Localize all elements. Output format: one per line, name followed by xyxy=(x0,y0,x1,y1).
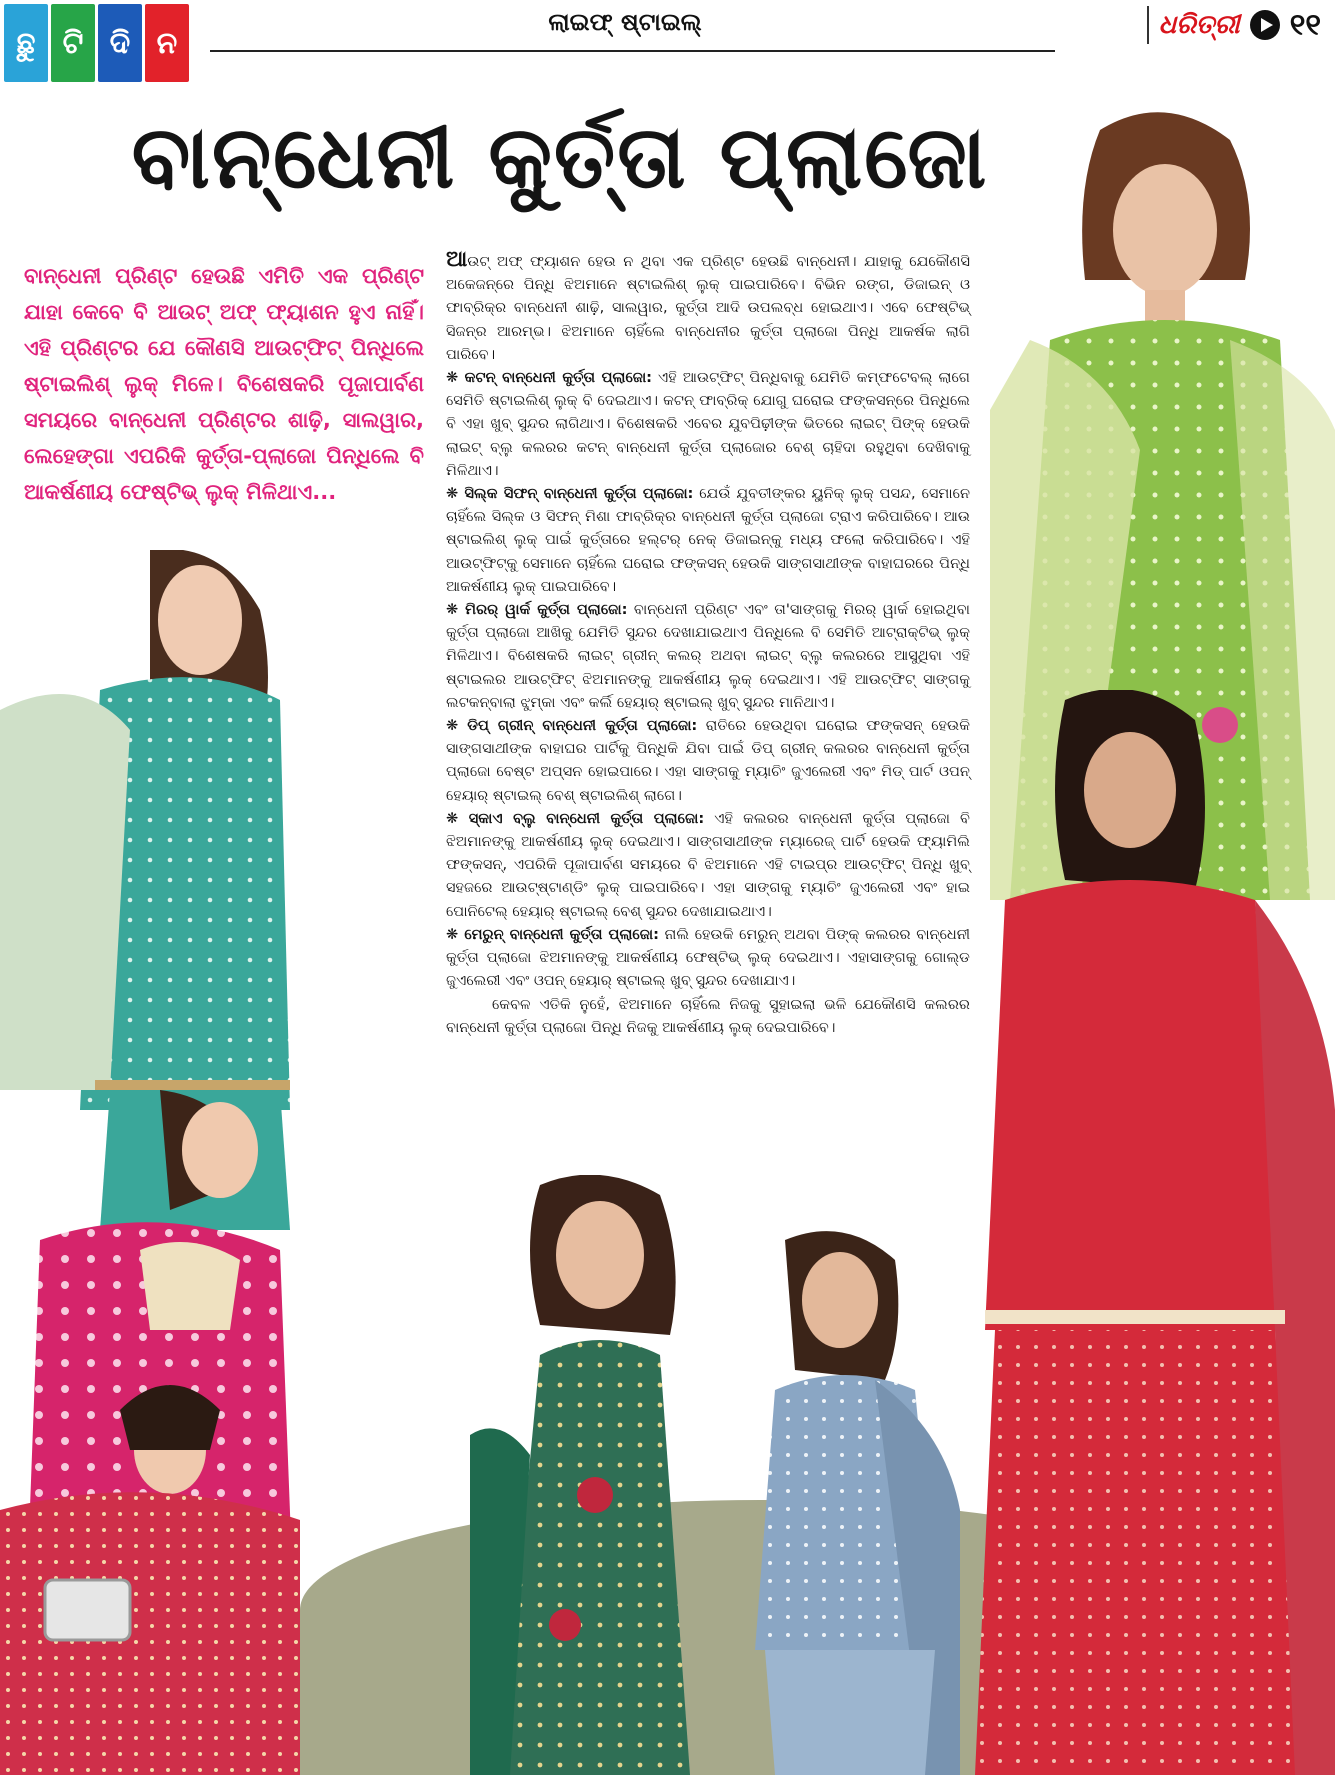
section-heading: ❋ ମେରୁନ୍ ବାନ୍ଧେନୀ କୁର୍ତ୍ତା ପ୍ଲାଜୋ: xyxy=(446,925,659,943)
section-heading: ❋ ଡିପ୍ ଗ୍ରୀନ୍ ବାନ୍ଧେନୀ କୁର୍ତ୍ତା ପ୍ଲାଜୋ: xyxy=(446,717,698,735)
article-section xyxy=(446,482,970,598)
section-body: ଯେଉଁ ଯୁବତୀଙ୍କର ୟୁନିକ୍ ଲୁକ୍ ପସନ୍ଦ, ସେମାନେ ଚାହିଁଲେ ସିଲ୍କ ଓ ସିଫନ୍ ମିଶା ଫାବ୍ରିକ୍‌ର ବାନ୍ଧେନୀ କୁର୍ତ୍ତା ପ୍ଲାଜୋ ଟ୍ରାଏ କରିପାରିବେ। ଆଉ ଷ୍ଟାଇଲିଶ୍ ଲୁକ୍ ପାଇଁ କୁର୍ତ୍ତାରେ ହଲ୍‌ଟର୍ ନେକ୍ ଡିଜାଇନ୍‌କୁ ମଧ୍ୟ ଫଲୋ କରିପାରିବେ। ଏହି ଆଉଟ୍‌ଫିଟ୍‌କୁ ସେମାନେ ଚାହିଁଲେ ଘରୋଇ ଫଙ୍କସନ୍ ହେଉକି ସାଙ୍ଗସାଥୀଙ୍କ ବାହାଘରରେ ପିନ୍ଧି ଆକର୍ଷଣୀୟ ଲୁକ୍ ପାଇପାରିବେ। xyxy=(446,485,971,595)
model-photo-skyblue xyxy=(725,1230,960,1775)
section-body: ନାଲି ହେଉକି ମେରୁନ୍ ଅଥବା ପିଙ୍କ୍ କଲରର ବାନ୍ଧେନୀ କୁର୍ତ୍ତା ପ୍ଲାଜୋ ଝିଅମାନଙ୍କୁ ଆକର୍ଷଣୀୟ ଫେଷ୍ଟିଭ୍ ଲୁକ୍ ଦେଇଥାଏ। ଏହାସାଙ୍ଗକୁ ଗୋଲ୍ଡ ଜୁଏଲେରୀ ଏବଂ ଓପନ୍ ହେୟାର୍ ଷ୍ଟାଇଲ୍ ଖୁବ୍ ସୁନ୍ଦର ଦେଖାଯାଏ। xyxy=(446,925,971,990)
section-heading: ❋ ସ୍କାଏ ବ୍ଲୁ ବାନ୍ଧେନୀ କୁର୍ତ୍ତା ପ୍ଲାଜୋ: xyxy=(446,809,705,827)
section-body: ରାତିରେ ହେଉଥିବା ଘରୋଇ ଫଙ୍କସନ୍ ହେଉକି ସାଙ୍ଗସାଥୀଙ୍କ ବାହାଘର ପାର୍ଟିକୁ ପିନ୍ଧିକି ଯିବା ପାଇଁ ଡିପ୍ ଗ୍ରୀନ୍ କଲରର ବାନ୍ଧେନୀ କୁର୍ତ୍ତା ପ୍ଲାଜୋ ବେଷ୍ଟ ଅପ୍ସନ ହୋଇପାରେ। ଏହା ସାଙ୍ଗକୁ ମ୍ୟାଚିଂ ଜୁଏଲେରୀ ଏବଂ ମିଡ୍ ପାର୍ଟ ଓପନ୍ ହେୟାର୍ ଷ୍ଟାଇଲ୍ ବେଶ୍ ଷ୍ଟାଇଲିଶ୍ ଲାଗେ। xyxy=(446,717,970,804)
model-photo-deepgreen xyxy=(470,1175,720,1775)
brand-letter-3: ଦି xyxy=(98,4,142,82)
masthead-right xyxy=(1147,6,1322,44)
article-body xyxy=(446,248,970,1039)
section-label: ଲାଇଫ୍ ଷ୍ଟାଇଲ୍ xyxy=(548,8,702,36)
article-section xyxy=(446,923,970,993)
section-body: ବାନ୍ଧେନୀ ପ୍ରିଣ୍ଟ ଏବଂ ତା'ସାଙ୍ଗକୁ ମିରର୍ ୱାର୍କ ହୋଇଥିବା କୁର୍ତ୍ତା ପ୍ଲାଜୋ ଆଖିକୁ ଯେମିତି ସୁନ୍ଦର ଦେଖାଯାଇଥାଏ ପିନ୍ଧିଲେ ବି ସେମିତି ଆଟ୍ରାକ୍ଟିଭ୍ ଲୁକ୍ ମିଳିଥାଏ। ବିଶେଷକରି ଲାଇଟ୍ ଗ୍ରୀନ୍ କଲର୍ ଅଥବା ଲାଇଟ୍ ବ୍ଲୁ କଲରରେ ଆସୁଥିବା ଏହି ଷ୍ଟାଇଲର ଆଉଟ୍‌ଫିଟ୍ ଝିଅମାନଙ୍କୁ ଆକର୍ଷଣୀୟ ଲୁକ୍ ଦେଇଥାଏ। ଏହି ଆଉଟ୍‌ଫିଟ୍ ସାଙ୍ଗକୁ ଲଟକନ୍‌ବାଲା ଝୁମ୍‌କା ଏବଂ କର୍ଲି ହେୟାର୍ ଷ୍ଟାଇଲ୍ ଖୁବ୍ ସୁନ୍ଦର ମାନିଥାଏ। xyxy=(446,601,971,711)
section-heading: ❋ ମିରର୍ ୱାର୍କ କୁର୍ତ୍ତା ପ୍ଲାଜୋ: xyxy=(446,601,628,619)
section-body: ଏହି ଆଉଟ୍‌ଫିଟ୍ ପିନ୍ଧିବାକୁ ଯେମିତି କମ୍ଫଟେବଲ୍ ଲାଗେ ସେମିତି ଷ୍ଟାଇଲିଶ୍ ଲୁକ୍ ବି ଦେଇଥାଏ। କଟନ୍ ଫାବ୍ରିକ୍ ଯୋଗୁ ଘରୋଇ ଫଙ୍କସନ୍‌ରେ ପିନ୍ଧିଲେ ବି ଏହା ଖୁବ୍ ସୁନ୍ଦର ଲାଗିଥାଏ। ବିଶେଷକରି ଏବେର ଯୁବପିଢ଼ୀଙ୍କ ଭିତରେ ଲାଇଟ୍ ପିଙ୍କ୍ ହେଉକି ଲାଇଟ୍ ବ୍ଲୁ କଲରର କଟନ୍ ବାନ୍ଧେନୀ କୁର୍ତ୍ତା ପ୍ଲାଜୋର ବେଶ୍ ଚାହିଦା ରହୁଥିବା ଦେଖିବାକୁ ମିଳିଥାଏ। xyxy=(446,369,971,479)
drop-cap: ଆ xyxy=(446,247,468,272)
model-photo-pink xyxy=(0,1090,300,1775)
brand-letter-1: ଛୁ xyxy=(4,4,48,82)
article-section xyxy=(446,366,970,482)
divider xyxy=(1147,6,1149,44)
closing-paragraph: କେବଳ ଏତିକି ନୁହେଁ, ଝିଅମାନେ ଚାହିଁଲେ ନିଜକୁ ସୁହାଇଲା ଭଳି ଯେକୌଣସି କଲରର ବାନ୍ଧେନୀ କୁର୍ତ୍ତା ପ୍ଲାଜୋ ପିନ୍ଧି ନିଜକୁ ଆକର୍ଷଣୀୟ ଲୁକ୍ ଦେଇପାରିବେ। xyxy=(446,995,970,1036)
lead-text: ଉଟ୍ ଅଫ୍ ଫ୍ୟାଶନ ହେଉ ନ ଥିବା ଏକ ପ୍ରିଣ୍ଟ ହେଉଛି ବାନ୍ଧେନୀ। ଯାହାକୁ ଯେକୌଣସି ଅକେଜନ୍‌ରେ ପିନ୍ଧି ଝିଅମାନେ ଷ୍ଟାଇଲିଶ୍ ଲୁକ୍ ପାଇପାରିବେ। ବିଭିନ ରଙ୍ଗ, ଡିଜାଇନ୍ ଓ ଫାବ୍ରିକ୍‌ର ବାନ୍ଧେନୀ ଶାଢ଼ି, ସାଲୱାର, କୁର୍ତ୍ତା ଆଦି ଉପଲବ୍ଧ ହୋଇଥାଏ। ଏବେ ଫେଷ୍ଟିଭ୍ ସିଜନ୍‌ର ଆରମ୍ଭ। ଝିଅମାନେ ଚାହିଁଲେ ବାନ୍ଧେନୀର କୁର୍ତ୍ତା ପ୍ଲାଜୋ ପିନ୍ଧି ଆକର୍ଷକ ଲାଗି ପାରିବେ। xyxy=(446,253,970,363)
section-heading: ❋ ସିଲ୍କ ସିଫନ୍ ବାନ୍ଧେନୀ କୁର୍ତ୍ତା ପ୍ଲାଜୋ: xyxy=(446,485,694,503)
intro-paragraph: ବାନ୍ଧେନୀ ପ୍ରିଣ୍ଟ ହେଉଛି ଏମିତି ଏକ ପ୍ରିଣ୍ଟ ଯାହା କେବେ ବି ଆଉଟ୍ ଅଫ୍ ଫ୍ୟାଶନ ହୁଏ ନାହିଁ। ଏହି ପ୍ରିଣ୍ଟର ଯେ କୌଣସି ଆଉଟ୍‌ଫିଟ୍ ପିନ୍ଧିଲେ ଷ୍ଟାଇଲିଶ୍ ଲୁକ୍ ମିଳେ। ବିଶେଷକରି ପୂଜାପାର୍ବଣ ସମୟରେ ବାନ୍ଧେନୀ ପ୍ରିଣ୍ଟର ଶାଢ଼ି, ସାଲୱାର, ଲେହେଙ୍ଗା ଏପରିକି କୁର୍ତ୍ତା-ପ୍ଲାଜୋ ପିନ୍ଧିଲେ ବି ଆକର୍ଷଣୀୟ ଫେଷ୍ଟିଭ୍ ଲୁକ୍ ମିଳିଥାଏ... xyxy=(24,264,424,504)
article-section xyxy=(446,807,970,923)
lead-paragraph xyxy=(446,248,970,366)
brand-letter-4: ନ xyxy=(145,4,189,82)
model-photo-red xyxy=(955,690,1335,1775)
paper-logo: ଧରିତ୍ରୀ xyxy=(1158,9,1240,40)
section-body: ଏହି କଲରର ବାନ୍ଧେନୀ କୁର୍ତ୍ତା ପ୍ଲାଜୋ ବି ଝିଅମାନଙ୍କୁ ଆକର୍ଷଣୀୟ ଲୁକ୍ ଦେଇଥାଏ। ସାଙ୍ଗସାଥୀଙ୍କ ମ୍ୟାରେଜ୍ ପାର୍ଟି ହେଉକି ଫ୍ୟାମିଲି ଫଙ୍କସନ୍, ଏପରିକି ପୂଜାପାର୍ବଣ ସମୟରେ ବି ଝିଅମାନେ ଏହି ଟାଇପ୍‌ର ଆଉଟ୍‌ଫିଟ୍ ପିନ୍ଧି ଖୁବ୍ ସହଜରେ ଆଉଟ୍‌ଷ୍ଟାଣ୍ଡିଂ ଲୁକ୍ ପାଇପାରିବେ। ଏହା ସାଙ୍ଗକୁ ମ୍ୟାଚିଂ ଜୁଏଲେରୀ ଏବଂ ହାଇ ପୋନିଟେଲ୍ ହେୟାର୍ ଷ୍ଟାଇଲ୍ ବେଶ୍ ସୁନ୍ଦର ଦେଖାଯାଇଥାଏ। xyxy=(446,809,970,920)
brand-logo xyxy=(4,4,189,82)
brand-letter-2: ଟି xyxy=(51,4,95,82)
article-section xyxy=(446,714,970,807)
play-icon xyxy=(1250,10,1280,40)
intro-text xyxy=(24,258,424,510)
headline: ବାନ୍ଧେନୀ କୁର୍ତ୍ତା ପ୍ଲାଜୋ xyxy=(131,108,989,208)
section-heading: ❋ କଟନ୍ ବାନ୍ଧେନୀ କୁର୍ତ୍ତା ପ୍ଲାଜୋ: xyxy=(446,369,653,387)
header-rule xyxy=(210,50,1055,52)
article-section xyxy=(446,598,970,714)
page-number: ୧୧ xyxy=(1289,7,1321,43)
